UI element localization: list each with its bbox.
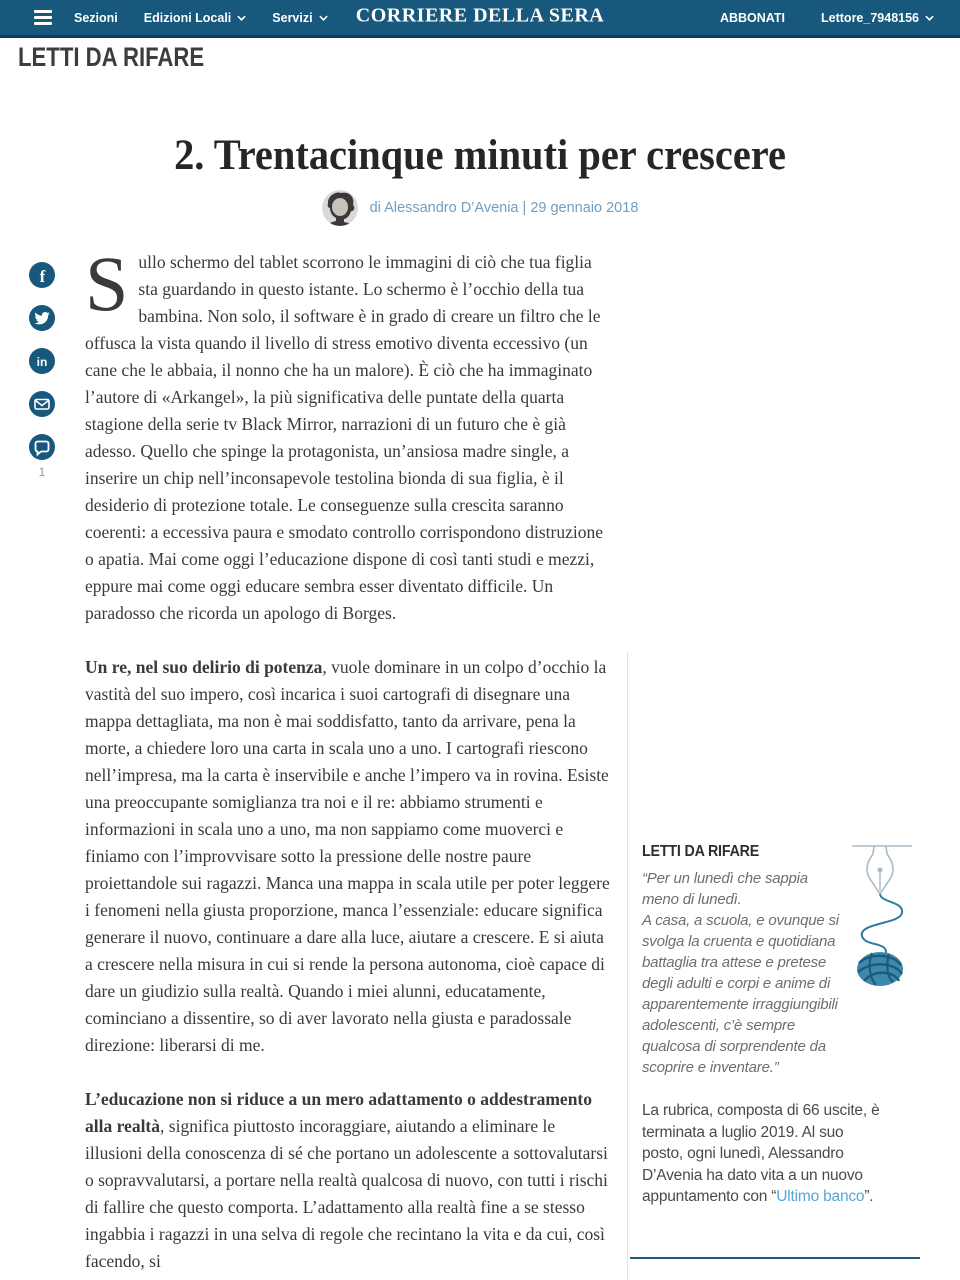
article-date: 29 gennaio 2018 [530,200,639,216]
comment-count[interactable]: 1 [38,465,46,479]
chevron-down-icon [925,15,934,21]
ultimo-banco-link[interactable]: Ultimo banco [776,1188,865,1205]
paragraph-2 [85,654,613,1059]
nav-item-servizi[interactable] [272,11,327,25]
corriere-della-sera-logo[interactable]: CORRIERE DELLA SERA [355,4,605,27]
subscribe-button[interactable]: ABBONATI [719,10,786,25]
paragraph-1-text: ullo schermo del tablet scorrono le immagini di ciò che tua figlia sta guardando in questo istante. Lo schermo è l’occhio della tua bambina. Non solo, il software è in grado di creare un filtro che le offusca la vista quando il livello di stress emotivo diventa eccessivo (un cane che le abbaia, il nonno che ha un malore). È ciò che ha immaginato l’autore di «Arkangel», la più significativa delle puntate della quarta stagione della serie tv Black Mirror, narrazioni di un futuro che è già adesso. Quello che spinge la protagonista, un’ansiosa madre single, a inserire un chip nell’inconsapevole testolina bionda di sua figlia, è il desiderio di protezione totale. Le conseguenze sulla crescita saranno coerenti: a eccessiva paura e smodato controllo corrispondono distruzione o apatia. Mai come oggi l’educazione dispone di così tanti studi e mezzi, eppure mai come oggi educare sembra esser diventato difficile. Un paradosso che ricorda un apologo di Borges. [85,252,604,623]
nav-left-group [0,10,328,25]
chevron-down-icon [237,15,246,21]
facebook-share-icon[interactable] [28,261,56,289]
byline [0,190,960,226]
section-label: LETTI DA RIFARE [18,42,205,72]
paragraph-1 [85,240,613,627]
user-account-menu[interactable] [821,11,934,25]
byline-text [370,200,639,216]
pen-and-yarn-illustration [842,841,920,991]
byline-prefix: di [369,200,381,216]
page-title: 2. Trentacinque minuti per crescere [174,131,786,179]
paragraph-2-text: , vuole dominare in un colpo d’occhio la vastità del suo impero, così incarica i suoi cartografi di disegnare una mappa dettagliata, ma non è mai soddisfatto, tanto da arrivare, pena la morte, a chiedere loro una carta in scala uno a uno. I cartografi riescono nell’impresa, ma la carta è inservibile e anche l’impero va in rovina. Esiste una preoccupante somiglianza tra noi e il re: abbiamo strumenti e informazioni in scala uno a uno, ma non sappiamo come muoverci e finiamo con l’improvvisare sotto la pressione delle nostre paure proiettandole sui ragazzi. Manca una mappa in scala utile per poter leggere i fenomeni nella giusta proporzione, manca l’essenziale: educare significa generare il nuovo, continuare a dare alla luce, aiutare a crescere. E si aiuta a crescere nella misura in cui si rende la persona autonoma, cioè capace di dare un giudizio sulla realtà. Quando i miei alunni, educatamente, cominciano a dissentire, so di aver lavorato nella giusta e paradossale direzione: liberarsi di me. [85,657,610,1055]
twitter-share-icon[interactable] [28,304,56,332]
drop-cap: S [85,240,129,327]
nav-right-group [720,11,960,25]
byline-separator: | [522,200,527,216]
share-rail [28,261,56,479]
user-account-label: Lettore_7948156 [821,10,919,25]
column-divider [627,652,628,1280]
top-navigation-bar [0,0,960,38]
sidebar-quote-line2: A casa, a scuola, e ovunque si svolga la cruenta e quotidiana battaglia tra attese e pretese degli adulti e corpi e anime di apparentemente irraggiungibili adolescenti, c’è sempre qualcosa di sorprendente da scoprire e inventare.” [642,912,839,1076]
nav-sezioni-label: Sezioni [74,10,118,25]
sidebar-info-text: La rubrica, composta di 66 uscite, è terminata a luglio 2019. Al suo posto, ogni lunedì, Alessandro D’Avenia ha dato vita a un nuovo appuntamento con “ [642,1102,880,1205]
paragraph-2-lead: Un re, nel suo delirio di potenza [85,657,323,677]
author-avatar[interactable] [322,190,358,226]
nav-servizi-label: Servizi [272,10,313,25]
sidebar-letti-da-rifare [642,843,920,1208]
paragraph-3-lead: L’educazione non si riduce a un mero adattamento o addestramento alla realtà [85,1089,593,1136]
nav-item-sezioni[interactable] [74,11,118,25]
author-link[interactable]: Alessandro D’Avenia [384,200,519,216]
svg-text:in: in [36,355,48,369]
chevron-down-icon [319,15,328,21]
nav-edizioni-locali-label: Edizioni Locali [143,10,232,25]
sidebar-heading: LETTI DA RIFARE [642,843,760,860]
svg-text:f: f [39,267,46,286]
linkedin-share-icon[interactable] [28,347,56,375]
sidebar-info [642,1100,880,1208]
hamburger-menu-icon[interactable] [34,10,52,25]
email-share-icon[interactable] [28,390,56,418]
comments-icon[interactable] [28,433,56,461]
sidebar-bottom-divider [630,1257,920,1259]
paragraph-3 [85,1086,613,1275]
paragraph-3-text: , significa piuttosto incoraggiare, aiutando a eliminare le illusioni della conoscenza di sé che portano un adolescente a sottovalutarsi o sopravvalutarsi, a portare nella realtà qualcosa di nuovo, con tutti i rischi di fallire che questo comporta. L’adattamento alla realtà fine a se stesso ingabbia i ragazzi in una selva di regole che recintano la vita e da cui, così facendo, si [85,1116,608,1271]
sidebar-info-text-after: ”. [864,1188,874,1205]
sidebar-quote-line1: “Per un lunedì che sappia meno di lunedì. [642,870,808,908]
article-body [85,240,613,1280]
author-photo [322,190,358,226]
nav-item-edizioni-locali[interactable] [144,11,247,25]
